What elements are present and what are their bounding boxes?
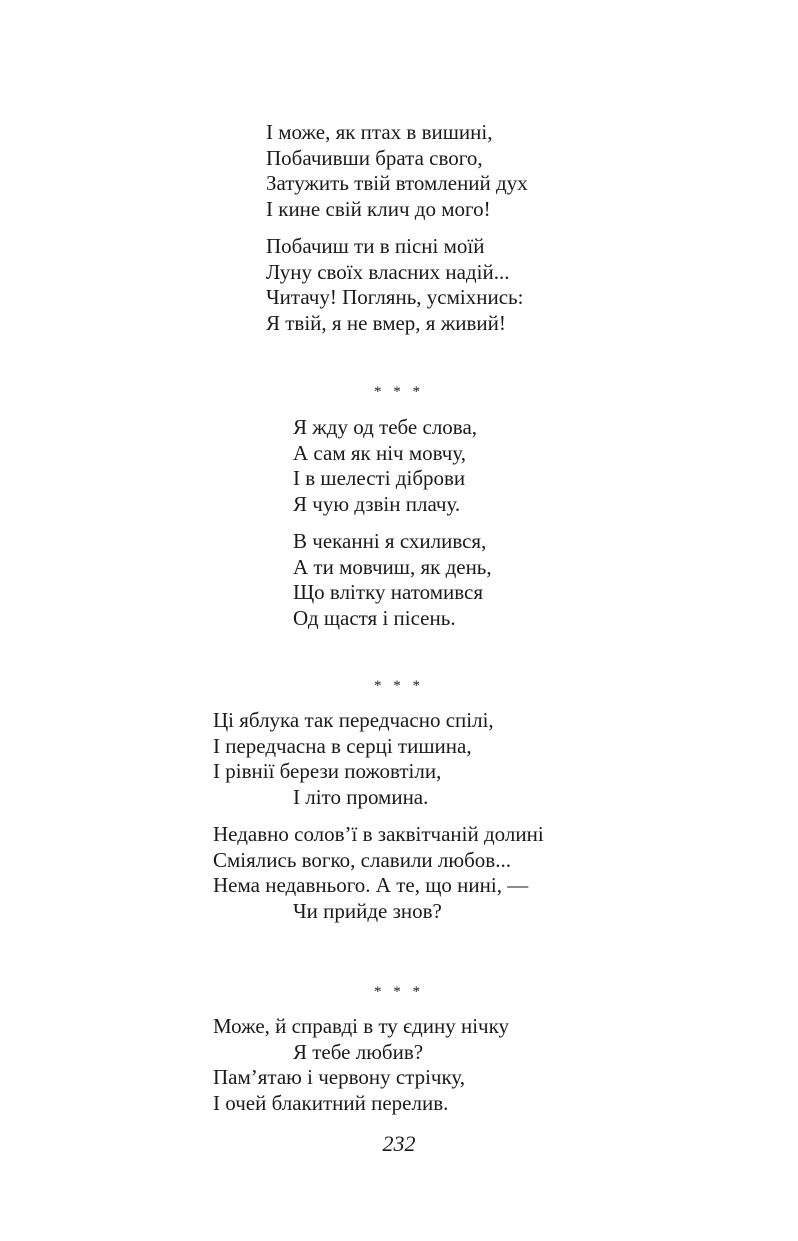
poem-line: Пам’ятаю і червону стрічку, — [213, 1065, 466, 1089]
poem-line: Може, й справді в ту єдину нічку — [213, 1014, 509, 1038]
poem-line: Побачиш ти в пісні моїй — [266, 234, 485, 258]
poem-line: І рівнії берези пожовтіли, — [213, 759, 442, 783]
poem-line: Чи прийде знов? — [293, 898, 442, 923]
page-number: 232 — [382, 1131, 416, 1156]
poem-line: Що влітку натомився — [293, 580, 484, 604]
poem3-stanza2 — [213, 822, 544, 924]
poem-line: Затужить твій втомлений дух — [266, 171, 528, 195]
poem2-stanza1 — [293, 415, 477, 517]
poem-line: А ти мовчиш, як день, — [293, 554, 492, 579]
poem-line: Я жду од тебе слова, — [293, 415, 478, 439]
section-separator: * * * — [374, 678, 424, 694]
poem-line: І передчасна в серці тишина, — [213, 733, 472, 758]
poem-line: Я тебе любив? — [293, 1039, 424, 1064]
poem-line: Нема недавнього. А те, що нині, — — [213, 873, 529, 897]
poem1-stanza1 — [266, 120, 528, 222]
poem-line: І кине свій клич до мого! — [266, 196, 491, 221]
poem-line: А сам як ніч мовчу, — [293, 440, 466, 465]
poem-line: І літо промина. — [293, 784, 429, 809]
poem-line: Од щастя і пісень. — [293, 605, 456, 630]
poem-line: В чеканні я схилився, — [293, 529, 487, 553]
poem2-stanza2 — [293, 529, 492, 631]
poem-line: Сміялись вогко, славили любов... — [213, 847, 511, 872]
poem3-stanza1 — [213, 708, 494, 810]
poem4-stanza1 — [213, 1014, 509, 1116]
poem-line: Недавно солов’ї в заквітчаній долині — [213, 822, 544, 846]
poem-line: Я чую дзвін плачу. — [293, 491, 461, 516]
poem-line: Читачу! Поглянь, усміхнись: — [266, 285, 524, 309]
poem-line: І може, як птах в вишині, — [266, 120, 493, 144]
poem-line: Луну своїх власних надій... — [266, 259, 510, 284]
poem-line: І очей блакитний перелив. — [213, 1090, 449, 1115]
section-separator: * * * — [374, 984, 424, 1000]
poem-line: Побачивши брата свого, — [266, 145, 483, 170]
poem1-stanza2 — [266, 234, 523, 336]
poem-line: Я твій, я не вмер, я живий! — [266, 310, 506, 335]
poem-line: І в шелесті діброви — [293, 466, 466, 490]
section-separator: * * * — [374, 384, 424, 400]
poem-line: Ці яблука так передчасно спілі, — [213, 708, 494, 732]
